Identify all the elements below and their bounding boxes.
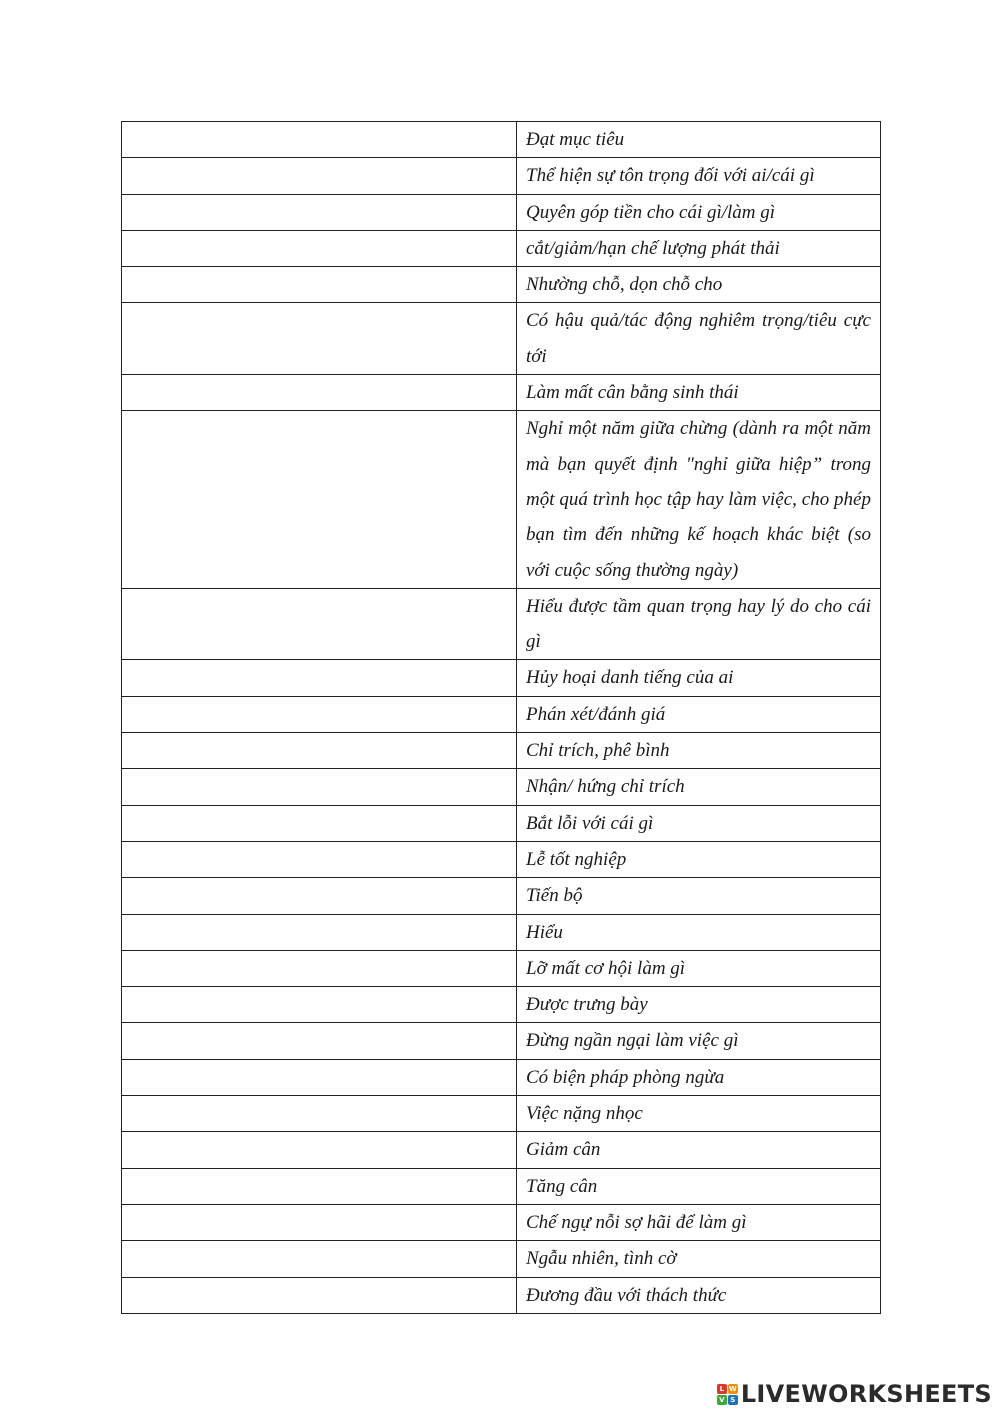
answer-blank-cell[interactable] <box>122 1059 517 1095</box>
meaning-cell: Quyên góp tiền cho cái gì/làm gì <box>517 194 881 230</box>
table-row <box>122 1096 881 1132</box>
table-row <box>122 950 881 986</box>
answer-blank-cell[interactable] <box>122 769 517 805</box>
answer-blank-cell[interactable] <box>122 588 517 660</box>
table-row <box>122 1204 881 1240</box>
meaning-cell: Đạt mục tiêu <box>517 122 881 158</box>
answer-blank-cell[interactable] <box>122 411 517 588</box>
table-row <box>122 303 881 375</box>
vocabulary-table-body <box>122 122 881 1314</box>
meaning-cell: Thể hiện sự tôn trọng đối với ai/cái gì <box>517 158 881 194</box>
meaning-cell: Đương đầu với thách thức <box>517 1277 881 1313</box>
meaning-cell: Tiến bộ <box>517 878 881 914</box>
answer-blank-cell[interactable] <box>122 267 517 303</box>
table-row <box>122 267 881 303</box>
answer-blank-cell[interactable] <box>122 987 517 1023</box>
meaning-cell: Đừng ngần ngại làm việc gì <box>517 1023 881 1059</box>
table-row <box>122 1168 881 1204</box>
answer-blank-cell[interactable] <box>122 194 517 230</box>
meaning-cell: Nhường chỗ, dọn chỗ cho <box>517 267 881 303</box>
logo-mark-square: V <box>717 1395 727 1405</box>
table-row <box>122 230 881 266</box>
table-row <box>122 1132 881 1168</box>
answer-blank-cell[interactable] <box>122 878 517 914</box>
table-row <box>122 194 881 230</box>
table-row <box>122 733 881 769</box>
meaning-cell: Phán xét/đánh giá <box>517 696 881 732</box>
table-row <box>122 411 881 588</box>
vocabulary-table <box>121 121 881 1314</box>
liveworksheets-logo-icon <box>717 1384 738 1405</box>
answer-blank-cell[interactable] <box>122 1241 517 1277</box>
table-row <box>122 660 881 696</box>
answer-blank-cell[interactable] <box>122 1168 517 1204</box>
table-row <box>122 1241 881 1277</box>
answer-blank-cell[interactable] <box>122 303 517 375</box>
answer-blank-cell[interactable] <box>122 1023 517 1059</box>
answer-blank-cell[interactable] <box>122 696 517 732</box>
meaning-cell: Bắt lỗi với cái gì <box>517 805 881 841</box>
answer-blank-cell[interactable] <box>122 375 517 411</box>
meaning-cell: Hủy hoại danh tiếng của ai <box>517 660 881 696</box>
meaning-cell: Nhận/ hứng chỉ trích <box>517 769 881 805</box>
table-row <box>122 588 881 660</box>
meaning-cell: Làm mất cân bằng sinh thái <box>517 375 881 411</box>
meaning-cell: cắt/giảm/hạn chế lượng phát thải <box>517 230 881 266</box>
answer-blank-cell[interactable] <box>122 914 517 950</box>
table-row <box>122 1277 881 1313</box>
table-row <box>122 914 881 950</box>
meaning-cell: Giảm cân <box>517 1132 881 1168</box>
meaning-cell: Ngẫu nhiên, tình cờ <box>517 1241 881 1277</box>
logo-mark-square: W <box>728 1384 737 1393</box>
table-row <box>122 987 881 1023</box>
table-row <box>122 1059 881 1095</box>
meaning-cell: Lễ tốt nghiệp <box>517 841 881 877</box>
table-row <box>122 696 881 732</box>
meaning-cell: Hiểu được tầm quan trọng hay lý do cho cái gì <box>517 588 881 660</box>
answer-blank-cell[interactable] <box>122 230 517 266</box>
answer-blank-cell[interactable] <box>122 805 517 841</box>
meaning-cell: Tăng cân <box>517 1168 881 1204</box>
table-row <box>122 805 881 841</box>
table-row <box>122 841 881 877</box>
table-row <box>122 158 881 194</box>
answer-blank-cell[interactable] <box>122 733 517 769</box>
answer-blank-cell[interactable] <box>122 158 517 194</box>
answer-blank-cell[interactable] <box>122 660 517 696</box>
table-row <box>122 122 881 158</box>
logo-mark-square: S <box>728 1395 738 1405</box>
answer-blank-cell[interactable] <box>122 841 517 877</box>
meaning-cell: Có hậu quả/tác động nghiêm trọng/tiêu cực tới <box>517 303 881 375</box>
meaning-cell: Chỉ trích, phê bình <box>517 733 881 769</box>
table-row <box>122 878 881 914</box>
answer-blank-cell[interactable] <box>122 1277 517 1313</box>
logo-mark-square: L <box>717 1384 727 1394</box>
liveworksheets-logo-text: LIVEWORKSHEETS <box>740 1380 992 1408</box>
answer-blank-cell[interactable] <box>122 1096 517 1132</box>
table-row <box>122 375 881 411</box>
meaning-cell: Chế ngự nỗi sợ hãi để làm gì <box>517 1204 881 1240</box>
answer-blank-cell[interactable] <box>122 122 517 158</box>
meaning-cell: Lỡ mất cơ hội làm gì <box>517 950 881 986</box>
answer-blank-cell[interactable] <box>122 950 517 986</box>
table-row <box>122 769 881 805</box>
liveworksheets-logo <box>717 1379 992 1409</box>
meaning-cell: Hiểu <box>517 914 881 950</box>
meaning-cell: Có biện pháp phòng ngừa <box>517 1059 881 1095</box>
answer-blank-cell[interactable] <box>122 1132 517 1168</box>
meaning-cell: Nghỉ một năm giữa chừng (dành ra một năm mà bạn quyết định "nghỉ giữa hiệp” trong một quá trình học tập hay làm việc, cho phép bạn tìm đến những kế hoạch khác biệt (so với cuộc sống thường ngày) <box>517 411 881 588</box>
table-row <box>122 1023 881 1059</box>
meaning-cell: Được trưng bày <box>517 987 881 1023</box>
meaning-cell: Việc nặng nhọc <box>517 1096 881 1132</box>
answer-blank-cell[interactable] <box>122 1204 517 1240</box>
